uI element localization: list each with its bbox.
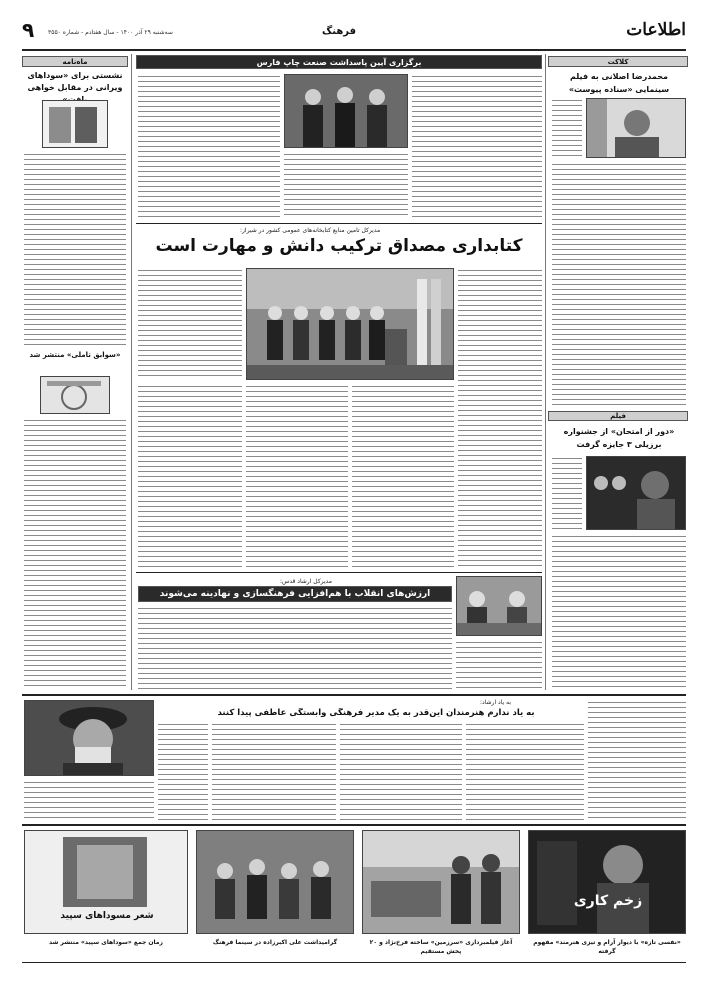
top-story-text-mid: [284, 152, 408, 219]
page-header: [22, 18, 686, 48]
revolution-story-text-right: [456, 640, 542, 690]
film-headline: «دور از امتحان» از جشنواره برزیلی ۳ جایزه گرفت: [563, 427, 675, 449]
journal-cover-photo: [40, 376, 110, 414]
left-column-label: ماه‌نامه: [62, 57, 88, 66]
artist-story-text-col-c: [212, 722, 336, 820]
bottom-item-2-caption: آغاز فیلمبرداری «سرزمین» ساخته فرخ‌نژاد و ۲۰ پخش مستقیم: [369, 939, 513, 955]
top-story-photo: [284, 74, 408, 148]
top-story-text-right: [412, 74, 542, 219]
revolution-story-photo: [456, 576, 542, 636]
lead-story-col-1: [138, 384, 242, 568]
film-poster-photo: [586, 456, 686, 530]
top-story-headline-bar: [136, 55, 542, 69]
revolution-story-kicker: مدیرکل ارشاد قدس:: [280, 578, 333, 585]
film-text-side: [552, 456, 582, 530]
lead-story-headline: کتابداری مصداق ترکیب دانش و مهارت است: [155, 236, 523, 256]
clacket-body-text: [552, 162, 686, 407]
left-column-lower-text: [24, 418, 126, 688]
newspaper-logo: اطلاعات: [626, 20, 686, 40]
top-story-headline: برگزاری آیین پاسداشت صنعت چاپ فارس: [256, 57, 422, 67]
clacket-text-top: [552, 98, 582, 158]
top-story-bottom-rule: [136, 223, 542, 224]
film-set-image: [362, 831, 519, 934]
lead-story-kicker: مدیرکل تامین منابع کتابخانه‌های عمومی کشور در شیراز:: [240, 227, 381, 234]
bottom-item-3-caption: گرامیداشت علی اکبرزاده در سینما فرهنگ: [212, 939, 338, 946]
lead-story-col-2: [246, 384, 348, 568]
ceremony-image: [284, 75, 407, 148]
elderly-artist-portrait-image: [24, 701, 153, 776]
page-bottom-rule: [22, 962, 686, 963]
clacket-photo: [586, 98, 686, 158]
artist-story-text-under-photo: [24, 780, 154, 820]
revolution-story-headline: ارزش‌های انقلاب با هم‌افزایی فرهنگسازی و نهادینه می‌شوند: [159, 589, 431, 599]
film-body-text: [552, 534, 686, 688]
artist-story-kicker: به یاد ارشاد:: [480, 699, 511, 706]
group-ceremony-image: [196, 831, 353, 934]
revolution-story-headline-bar: [138, 586, 452, 602]
left-column-divider: [131, 54, 132, 690]
portrait-image: [586, 99, 685, 158]
film-label: فیلم: [610, 412, 626, 420]
bottom-item-1-poster-title: زخم کاری: [573, 893, 643, 909]
left-column-label-bar: [22, 56, 128, 67]
lead-story-text-photo-left: [138, 268, 242, 380]
right-column-label: کلاکت: [607, 57, 629, 66]
book-cover-photo: [42, 100, 108, 148]
book-covers-image: [42, 101, 107, 148]
left-column-body-text: [24, 152, 126, 348]
lead-story-col-3: [352, 384, 454, 568]
date-line: سه‌شنبه ۲۹ آذر ۱۴۰۰ - سال هفتادم - شماره ۳۵۵۰: [48, 29, 173, 36]
lead-story-photo: [246, 268, 454, 380]
film-label-bar: [548, 411, 688, 421]
section-title: فرهنگ: [322, 26, 357, 37]
left-column-sub-headline: «سوابق تاملی» منتشر شد: [29, 351, 121, 359]
bottom-item-2-photo: [362, 830, 520, 934]
clacket-headline: محمدرضا اصلانی به فیلم سینمایی «سناده پیوست»: [568, 72, 670, 94]
artist-story-text-far-right: [588, 700, 686, 820]
left-column-headline: نشستی برای «سوداهای ویرانی در مقابل خواهی: [27, 71, 123, 92]
movie-poster-image: [528, 831, 685, 934]
top-story-text-left: [138, 74, 280, 219]
journal-cover-image: [40, 377, 109, 414]
header-rule: [22, 49, 686, 51]
bottom-item-4-poster: [24, 830, 188, 934]
library-ceremony-image: [246, 269, 453, 380]
bottom-item-4-poster-title: شعر مسوداهای سپید: [60, 911, 154, 921]
mid-page-rule: [22, 694, 686, 696]
right-column-label-bar: [548, 56, 688, 67]
bottom-item-3-photo: [196, 830, 354, 934]
bottom-item-1-poster: [528, 830, 686, 934]
page-number: ۹: [22, 18, 35, 42]
right-column-divider: [545, 54, 546, 690]
officials-meeting-image: [456, 577, 541, 636]
film-poster-image: [586, 457, 685, 530]
artist-story-photo: [24, 700, 154, 776]
artist-story-text-col-d: [158, 722, 208, 820]
bottom-item-4-caption: زمان جمع «سوداهای سپید» منتشر شد: [49, 939, 163, 946]
lead-story-text-right: [458, 268, 542, 568]
artist-story-text-col-b: [340, 722, 462, 820]
bottom-item-1-caption: «نفسی تازه» با دیوار آرام و تیزی هنرمند» مفهوم گرفته: [533, 939, 681, 955]
lower-strip-rule: [22, 824, 686, 826]
lead-story-bottom-rule: [136, 572, 542, 573]
revolution-story-text: [138, 606, 452, 690]
artist-story-headline: به یاد ندارم هنرمندان این‌قدر به یک مدیر فرهنگی وابستگی عاطفی پیدا کنند: [217, 708, 535, 718]
artist-story-text-col-a: [466, 722, 584, 820]
